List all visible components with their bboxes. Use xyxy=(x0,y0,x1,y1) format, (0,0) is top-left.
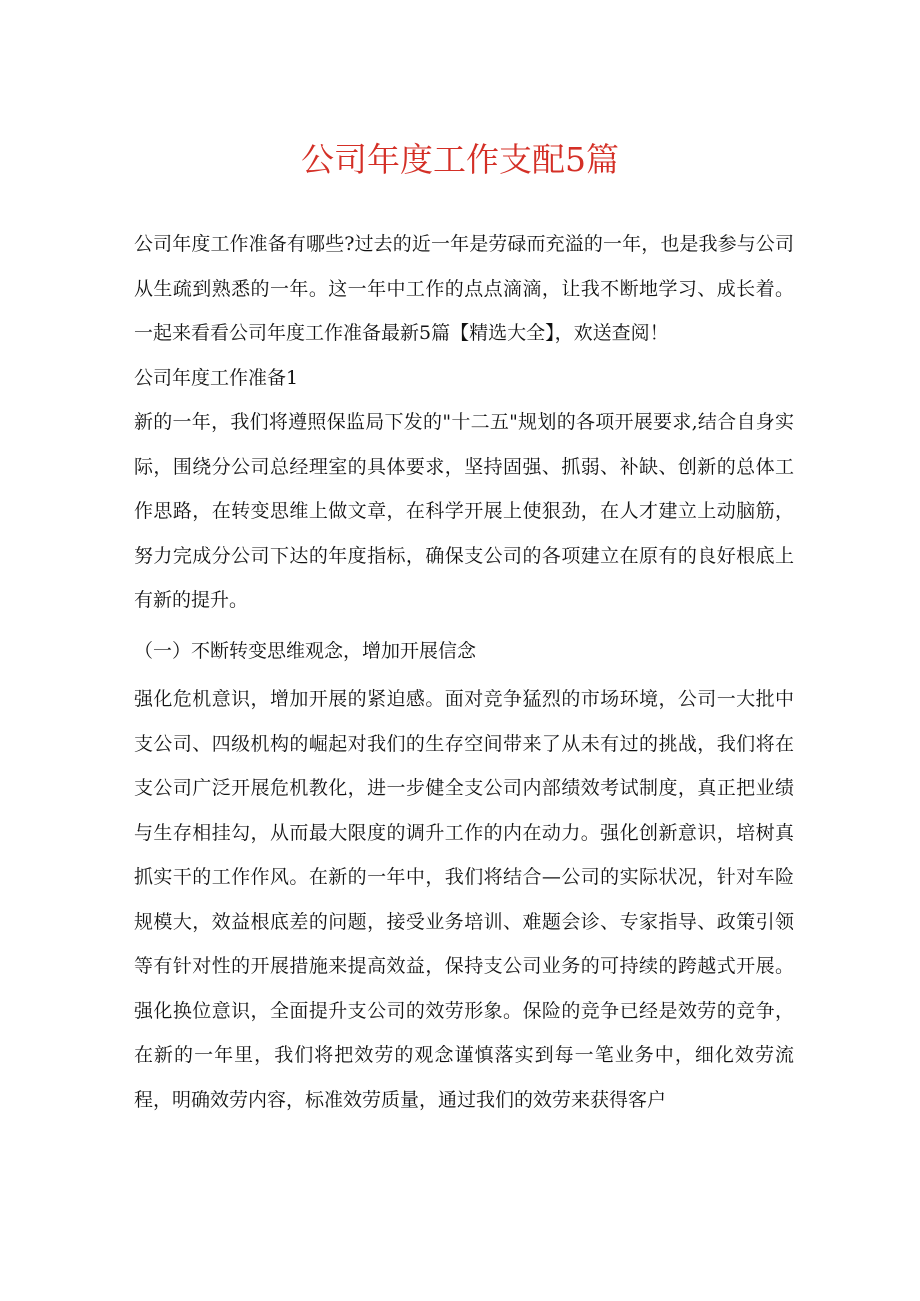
document-body xyxy=(134,222,794,1122)
subsection-heading-1: （一）不断转变思维观念，增加开展信念 xyxy=(134,639,477,662)
intro-paragraph: 公司年度工作准备有哪些?过去的近一年是劳碌而充溢的一年，也是我参与公司从生疏到熟悉的一年。这一年中工作的点点滴滴，让我不断地学习、成长着。一起来看看公司年度工作准备最新5篇【精选大全】，欢送查阅！ xyxy=(134,233,794,344)
document-title: 公司年度工作支配5篇 xyxy=(301,140,619,179)
subsection-body-paragraph: 强化危机意识，增加开展的紧迫感。面对竞争猛烈的市场环境，公司一大批中支公司、四级机构的崛起对我们的生存空间带来了从未有过的挑战，我们将在支公司广泛开展危机教化，进一步健全支公司内部绩效考试制度，真正把业绩与生存相挂勾，从而最大限度的调升工作的内在动力。强化创新意识，培树真抓实干的工作作风。在新的一年中，我们将结合—公司的实际状况，针对车险规模大，效益根底差的问题，接受业务培训、难题会诊、专家指导、政策引领等有针对性的开展措施来提高效益，保持支公司业务的可持续的跨越式开展。强化换位意识，全面提升支公司的效劳形象。保险的竞争已经是效劳的竞争，在新的一年里，我们将把效劳的观念谨慎落实到每一笔业务中，细化效劳流程，明确效劳内容，标准效劳质量，通过我们的效劳来获得客户 xyxy=(134,688,794,1111)
section-heading-plan-1: 公司年度工作准备1 xyxy=(134,366,299,389)
plan-overview-paragraph: 新的一年，我们将遵照保监局下发的"十二五"规划的各项开展要求,结合自身实际，围绕分公司总经理室的具体要求，坚持固强、抓弱、补缺、创新的总体工作思路，在转变思维上做文章，在科学开展上使狠劲，在人才建立上动脑筋，努力完成分公司下达的年度指标，确保支公司的各项建立在原有的良好根底上有新的提升。 xyxy=(134,411,794,611)
